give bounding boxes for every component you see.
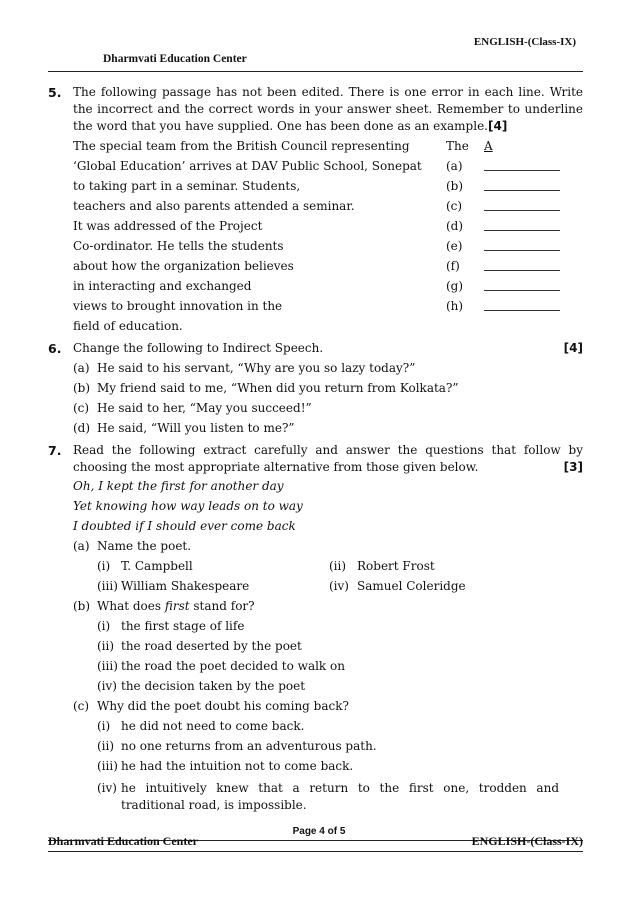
answer-blank [484,190,560,191]
option-label: (ii) [97,639,115,653]
sub-label: (b) [73,599,91,613]
answer-blank [484,250,560,251]
footer-school: Dharmvati Education Center [48,834,198,848]
header-divider [48,71,583,72]
passage-line: It was addressed of the Project [73,219,263,233]
passage-row [73,298,586,318]
option-row [73,658,586,678]
option-label: (iii) [97,659,118,673]
list-item [73,360,586,380]
passage-line: teachers and also parents attended a seminar. [73,199,355,213]
poem-line: Oh, I kept the first for another day [73,479,284,493]
example-label: The [446,139,469,153]
item-text: My friend said to me, “When did you return from Kolkata?” [97,381,459,395]
option-row [73,558,586,578]
sub-label: (c) [73,699,90,713]
answer-blank [484,290,560,291]
answer-blank [484,170,560,171]
item-text: He said, “Will you listen to me?” [97,421,295,435]
instruction-text: The following passage has not been edited. There is one error in each line. Write the incorrect and the correct words in your answer sheet. Remember to underline the word that you have supplied. One has been done as an example. [73,85,583,133]
row-label: (c) [446,199,463,213]
passage-line: Co-ordinator. He tells the students [73,239,284,253]
option-label: (i) [97,719,111,733]
passage-row [73,218,586,238]
row-label: (f) [446,259,460,273]
option-text: T. Campbell [121,559,193,573]
sub-label: (a) [73,539,90,553]
passage-line: to taking part in a seminar. Students, [73,179,301,193]
sub-questions [73,538,586,814]
option-row [73,758,586,778]
instruction-text: Change the following to Indirect Speech. [73,341,324,355]
question-6-instruction [73,340,583,357]
option-label: (iv) [329,579,349,593]
question-number: 7. [48,443,62,458]
sub-question-a [73,538,586,558]
question-6 [48,340,586,440]
option-text: no one returns from an adventurous path. [121,739,377,753]
option-text: Robert Frost [357,559,435,573]
sub-text: Name the poet. [97,539,192,553]
list-item [73,380,586,400]
indirect-speech-list [73,360,586,440]
option-text: William Shakespeare [121,579,250,593]
row-label: (d) [446,219,464,233]
row-label: (h) [446,299,464,313]
passage-table [73,138,586,338]
answer-blank [484,230,560,231]
passage-row [73,238,586,258]
option-label: (iv) [97,781,117,795]
sub-question-c [73,698,586,718]
sub-question-b [73,598,586,618]
item-label: (b) [73,381,91,395]
row-label: (e) [446,239,463,253]
passage-line: in interacting and exchanged [73,279,252,293]
row-label: (a) [446,159,463,173]
item-text: He said to his servant, “Why are you so lazy today?” [97,361,416,375]
option-row [73,780,586,814]
option-text: the decision taken by the poet [121,679,306,693]
question-number: 5. [48,85,62,100]
sub-text [97,598,255,615]
question-7 [48,442,586,814]
question-5 [48,84,586,338]
option-label: (iii) [97,759,118,773]
answer-blank [484,310,560,311]
question-number: 6. [48,341,62,356]
option-row [73,718,586,738]
footer-bottom-divider [48,851,583,852]
passage-row [73,278,586,298]
option-text: he did not need to come back. [121,719,305,733]
option-row [73,578,586,598]
option-text: he had the intuition not to come back. [121,759,354,773]
option-row [73,638,586,658]
list-item [73,400,586,420]
answer-blank [484,270,560,271]
option-label: (iv) [97,679,117,693]
poem-line: I doubted if I should ever come back [73,519,296,533]
option-row [73,618,586,638]
question-7-instruction [73,442,583,476]
marks: [3] [563,460,583,474]
passage-row [73,158,586,178]
sub-text-part: stand for? [189,599,255,613]
option-text: Samuel Coleridge [357,579,466,593]
option-text: the road the poet decided to walk on [121,659,345,673]
example-answer: A [484,139,493,153]
marks: [4] [563,341,583,355]
passage-line: views to brought innovation in the [73,299,283,313]
footer-subject: ENGLISH-(Class-IX) [471,834,583,848]
passage-line: about how the organization believes [73,259,294,273]
passage-row [73,138,586,158]
row-label: (b) [446,179,464,193]
header-subject: ENGLISH-(Class-IX) [473,36,576,48]
passage-row [73,258,586,278]
item-text: He said to her, “May you succeed!” [97,401,312,415]
row-label: (g) [446,279,464,293]
list-item [73,420,586,440]
marks: [4] [487,119,508,133]
option-label: (iii) [97,579,118,593]
page-number: Page 4 of 5 [292,826,346,837]
option-label: (i) [97,619,111,633]
option-row [73,678,586,698]
item-label: (d) [73,421,91,435]
answer-blank [484,210,560,211]
option-row [73,738,586,758]
option-text: the first stage of life [121,619,245,633]
passage-row [73,318,586,338]
item-label: (c) [73,401,90,415]
header-school: Dharmvati Education Center [103,53,247,65]
sub-text-part: What does [97,599,165,613]
instruction-text: Read the following extract carefully and answer the questions that follow by choosing the most appropriate alternative from those given below. [73,443,583,474]
poem-extract [73,478,586,538]
sub-text: Why did the poet doubt his coming back? [97,699,349,713]
passage-row [73,178,586,198]
option-text: he intuitively knew that a return to the first one, trodden and traditional road, is impossible. [121,781,559,812]
question-5-instruction [73,84,583,135]
option-label: (ii) [97,739,115,753]
passage-row [73,198,586,218]
option-label: (i) [97,559,111,573]
item-label: (a) [73,361,90,375]
passage-line: ‘Global Education’ arrives at DAV Public School, Sonepat [73,159,422,173]
option-label: (ii) [329,559,347,573]
passage-line: The special team from the British Council representing [73,139,410,153]
sub-text-emphasis: first [164,599,190,613]
passage-line: field of education. [73,319,183,333]
option-text: the road deserted by the poet [121,639,302,653]
poem-line: Yet knowing how way leads on to way [73,499,303,513]
